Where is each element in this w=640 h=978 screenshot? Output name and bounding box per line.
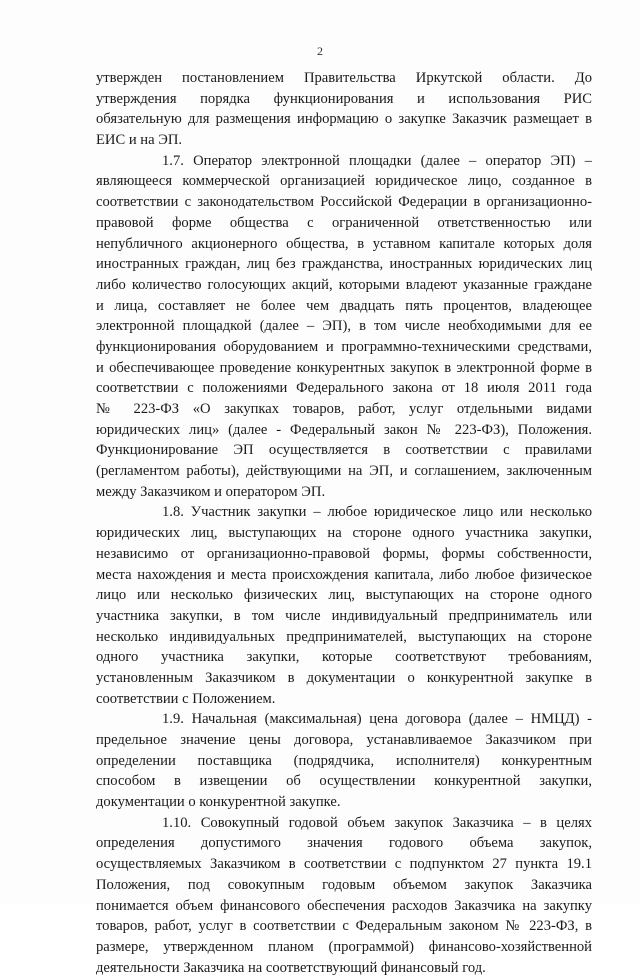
text-line: осуществляемых Заказчиком в соответствии с подпунктом 27 пункта 19.1 xyxy=(96,856,592,873)
document-body xyxy=(96,68,592,978)
paragraph-1-7 xyxy=(96,151,592,503)
paragraph-1-9 xyxy=(96,709,592,812)
text-line: юридических лиц» (далее - Федеральный закон № 223-ФЗ), Положения. xyxy=(96,421,592,438)
text-line: определении поставщика (подрядчика, исполнителя) конкурентным xyxy=(96,752,592,769)
text-line: одного участника закупки, которые соответствуют требованиям, xyxy=(96,649,592,666)
text-line: являющееся коммерческой организацией юридическое лицо, созданное в xyxy=(96,173,592,190)
text-line: юридических лиц, выступающих на стороне одного участника закупки, xyxy=(96,525,592,542)
text-line: ЕИС и на ЭП. xyxy=(96,132,183,149)
text-line: установленным Заказчиком в документации о конкурентной закупке в xyxy=(96,669,592,686)
text-line: деятельности Заказчика на соответствующий финансовый год. xyxy=(96,959,486,976)
text-line: соответствии с положениями Федерального закона от 18 июля 2011 года xyxy=(96,380,592,397)
text-line: и обеспечивающее проведение конкурентных закупок в электронной форме в xyxy=(96,359,592,376)
text-line: утвержден постановлением Правительства Иркутской области. До xyxy=(96,70,592,86)
text-line: товаров, работ, услуг в соответствии с Федеральным законом № 223-ФЗ, в xyxy=(96,918,592,935)
text-line: соответствии с Положением. xyxy=(96,690,276,707)
text-line: № 223-ФЗ «О закупках товаров, работ, услуг отдельными видами xyxy=(96,401,592,417)
paragraph-1-8 xyxy=(96,502,592,709)
text-line: Функционирование ЭП осуществляется в соответствии с правилами xyxy=(96,442,592,459)
text-line: непубличного акционерного общества, в уставном капитале которых доля xyxy=(96,235,592,252)
text-line: либо количество голосующих акций, которыми владеют указанные граждане xyxy=(96,276,592,293)
text-line: 1.7. Оператор электронной площадки (далее – оператор ЭП) – xyxy=(162,152,592,169)
text-line: и лица, составляет не более чем двадцать пять процентов, владеющее xyxy=(96,297,592,314)
text-line: 1.9. Начальная (максимальная) цена договора (далее – НМЦД) - xyxy=(162,711,592,728)
text-line: участника закупки, в том числе индивидуальный предприниматель или xyxy=(96,607,592,624)
text-line: иностранных граждан, лиц без гражданства, иностранных юридических лиц xyxy=(96,256,592,273)
text-line: определения допустимого значения годового объема закупок, xyxy=(96,835,592,852)
text-line: 1.8. Участник закупки – любое юридическое лицо или несколько xyxy=(162,504,592,521)
text-line: лицо или несколько физических лиц, выступающих на стороне одного xyxy=(96,587,592,604)
text-line: Положения, под совокупным годовым объемом закупок Заказчика xyxy=(96,876,592,893)
text-line: электронной площадкой (далее – ЭП), в том числе необходимыми для ее xyxy=(96,318,592,335)
text-line: функционирования оборудованием и программно-техническими средствами, xyxy=(96,338,592,355)
text-line: размере, утвержденном планом (программой) финансово-хозяйственной xyxy=(96,938,592,955)
text-line: обязательную для размещения информацию о закупке Заказчик размещает в xyxy=(96,111,592,128)
paragraph-1-10 xyxy=(96,813,592,978)
page-number: 2 xyxy=(317,44,323,58)
text-line: понимается объем финансового обеспечения расходов Заказчика на закупку xyxy=(96,897,592,914)
text-line: правовой форме общества с ограниченной ответственностью или xyxy=(96,214,592,231)
text-line: 1.10. Совокупный годовой объем закупок Заказчика – в целях xyxy=(162,814,592,831)
text-line: между Заказчиком и оператором ЭП. xyxy=(96,483,326,500)
text-line: соответствии с законодательством Российской Федерации в организационно- xyxy=(96,194,592,211)
text-line: (регламентом работы), действующими на ЭП, и соглашением, заключенным xyxy=(96,463,592,480)
text-line: независимо от организационно-правовой формы, формы собственности, xyxy=(96,545,592,562)
text-line: предельное значение цены договора, устанавливаемое Заказчиком при xyxy=(96,732,592,748)
paragraph-continuation xyxy=(96,68,592,151)
text-line: места нахождения и места происхождения капитала, либо любое физическое xyxy=(96,566,592,583)
text-line: документации о конкурентной закупке. xyxy=(96,794,341,811)
text-line: способом в извещении об осуществлении конкурентной закупки, xyxy=(96,773,592,790)
text-line: утверждения порядка функционирования и использования РИС xyxy=(96,90,592,107)
text-line: несколько индивидуальных предпринимателей, выступающих на стороне xyxy=(96,628,592,645)
